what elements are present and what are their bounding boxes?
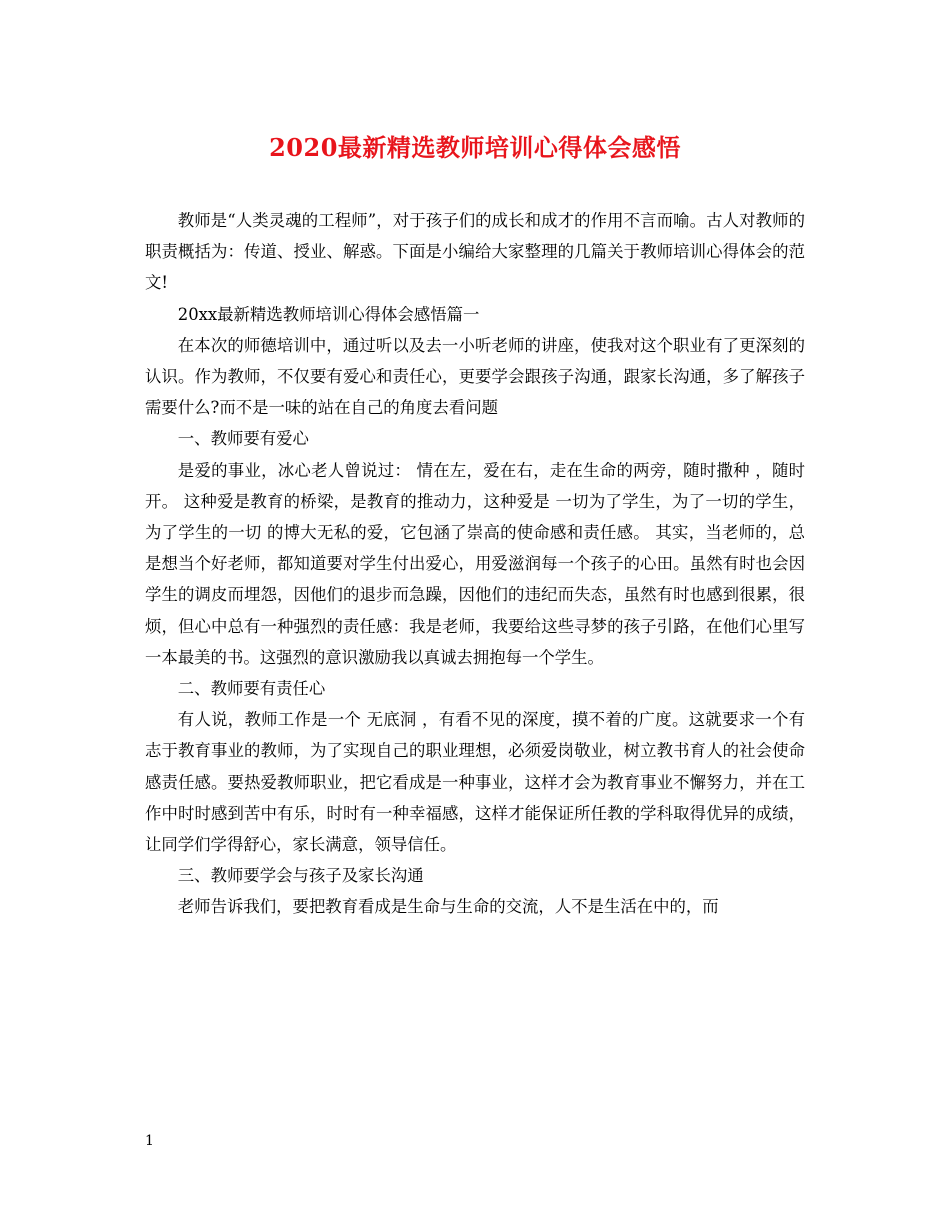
intro-paragraph: 教师是“人类灵魂的工程师”，对于孩子们的成长和成才的作用不言而喻。古人对教师的职责概括为：传道、授业、解惑。下面是小编给大家整理的几篇关于教师培训心得体会的范文! (145, 211, 805, 293)
heading-communication: 三、教师要学会与孩子及家长沟通 (177, 866, 424, 886)
document-title: 2020最新精选教师培训心得体会感悟 (269, 133, 681, 162)
page-number: 1 (145, 1133, 154, 1149)
heading-love: 一、教师要有爱心 (177, 429, 309, 449)
paragraph-responsibility: 有人说，教师工作是一个 无底洞 ，有看不见的深度，摸不着的广度。这就要求一个有志于教育事业的教师，为了实现自己的职业理想，必须爱岗敬业，树立教书育人的社会使命感责任感。要热爱教师职业，把它看成是一种事业，这样才会为教育事业不懈努力，并在工作中时时感到苦中有乐，时时有一种幸福感，这样才能保证所任教的学科取得优异的成绩，让同学们学得舒心，家长满意，领导信任。 (145, 710, 805, 855)
document-body (145, 205, 805, 923)
paragraph-love: 是爱的事业，冰心老人曾说过： 情在左，爱在右，走在生命的两旁，随时撒种 ，随时开。 这种爱是教育的桥梁，是教育的推动力，这种爱是 一切为了学生，为了一切的学生，为了学生的一切 的博大无私的爱，它包涵了崇高的使命感和责任感。 其实，当老师的，总是想当个好老师，都知道要对学生付出爱心，用爱滋润每一个孩子的心田。虽然有时也会因学生的调皮而埋怨，因他们的退步而急躁，因他们的违纪而失态，虽然有时也感到很累，很烦，但心中总有一种强烈的责任感：我是老师，我要给这些寻梦的孩子引路，在他们心里写一本最美的书。这强烈的意识激励我以真诚去拥抱每一个学生。 (145, 460, 805, 667)
paragraph-training-reflection: 在本次的师德培训中，通过听以及去一小听老师的讲座，使我对这个职业有了更深刻的认识。作为教师，不仅要有爱心和责任心，更要学会跟孩子沟通，跟家长沟通，多了解孩子需要什么?而不是一味的站在自己的角度去看问题 (145, 335, 805, 418)
paragraph-communication: 老师告诉我们，要把教育看成是生命与生命的交流，人不是生活在中的，而 (177, 897, 719, 917)
section-heading-part-one: 20xx最新精选教师培训心得体会感悟篇一 (177, 304, 480, 324)
heading-responsibility: 二、教师要有责任心 (177, 679, 326, 699)
